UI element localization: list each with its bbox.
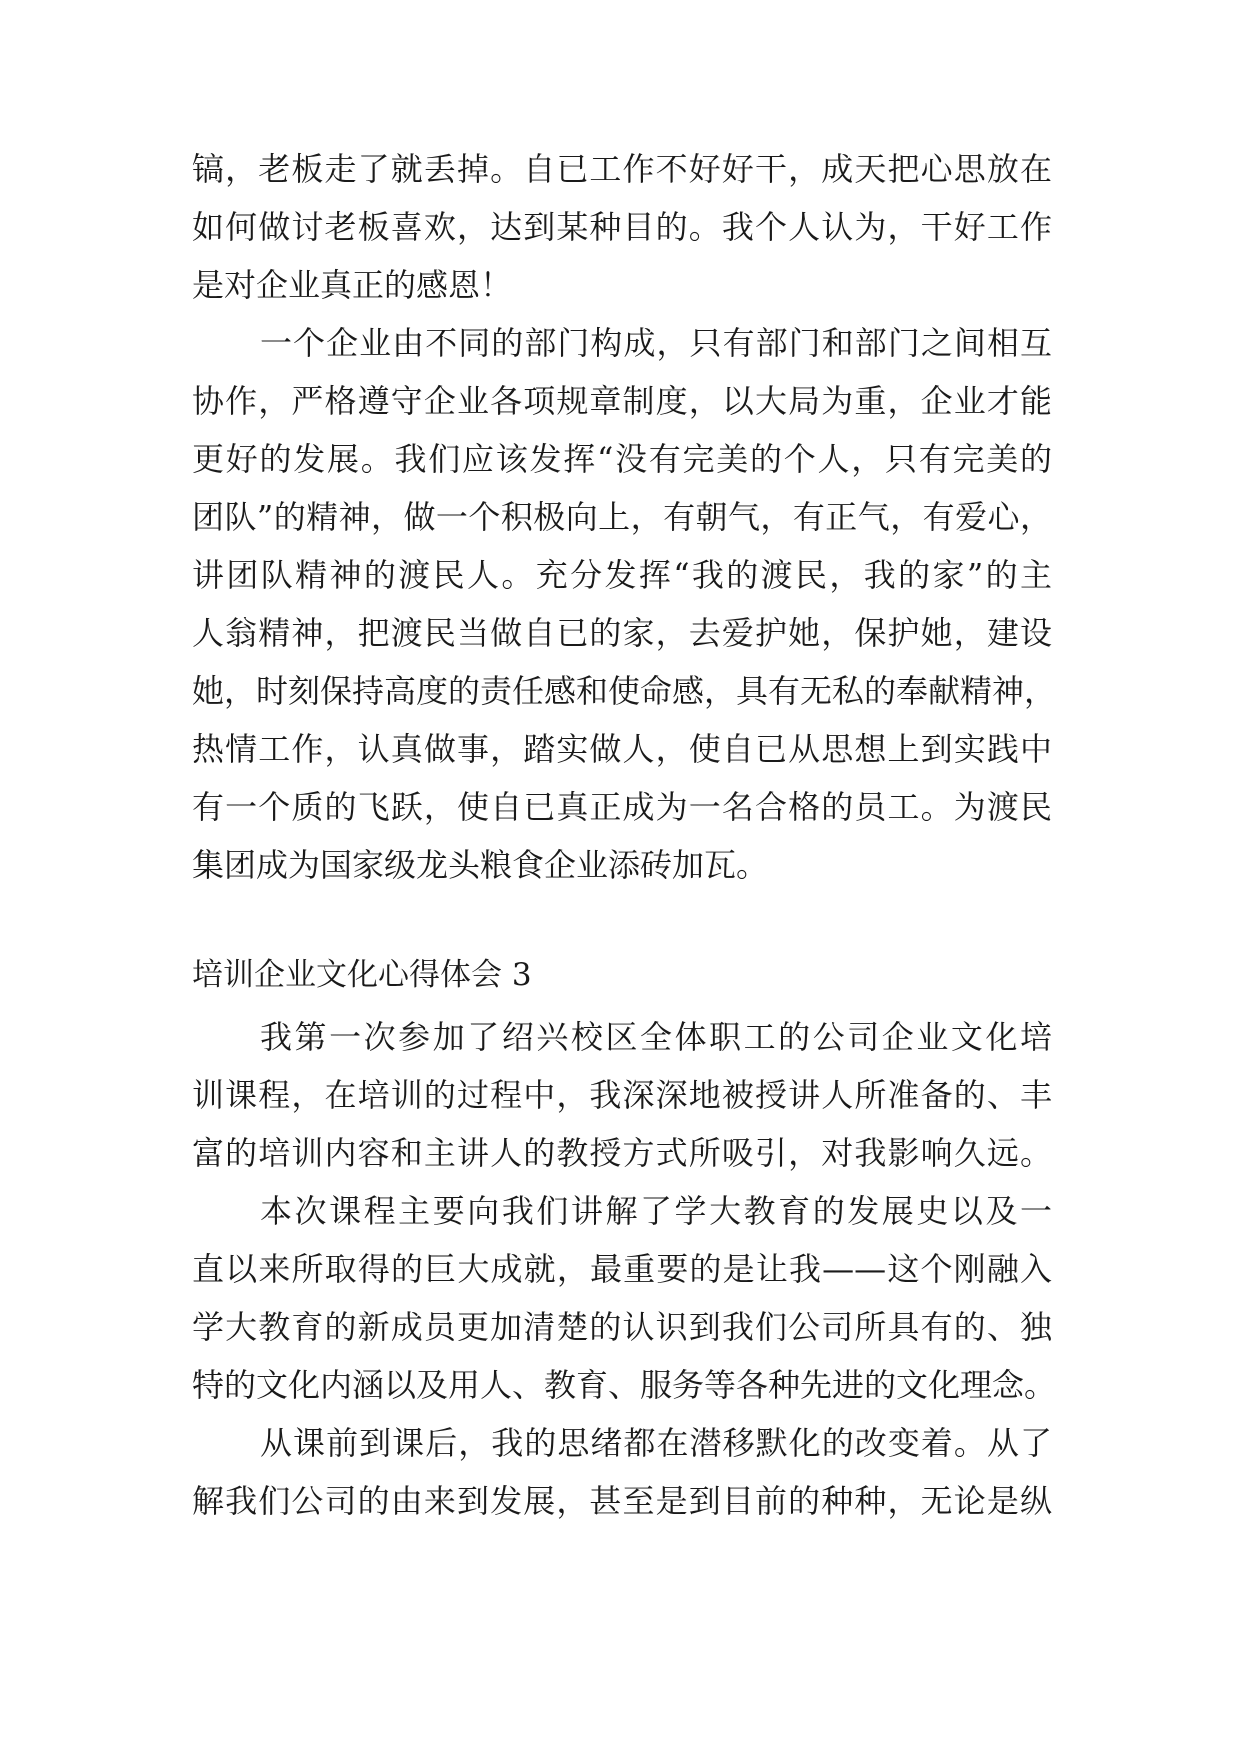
paragraph-first-course [192,1008,1052,1182]
text-line: 团队”的精神，做一个积极向上，有朝气，有正气，有爱心， [192,498,1052,536]
text-line: 直以来所取得的巨大成就，最重要的是让我——这个刚融入 [192,1250,1052,1288]
section-heading: 培训企业文化心得体会 3 [192,957,532,993]
text-line: 训课程，在培训的过程中，我深深地被授讲人所准备的、丰 [192,1076,1052,1114]
text-line: 人翁精神，把渡民当做自已的家，去爱护她，保护她，建设 [192,614,1052,652]
text-line: 本次课程主要向我们讲解了学大教育的发展史以及一 [260,1192,1052,1230]
text-line: 如何做讨老板喜欢，达到某种目的。我个人认为，干好工作 [192,208,1052,246]
paragraph-continued [192,140,1052,314]
text-line: 更好的发展。我们应该发挥“没有完美的个人，只有完美的 [192,440,1052,478]
text-line: 协作，严格遵守企业各项规章制度，以大局为重，企业才能 [192,382,1052,420]
text-line: 富的培训内容和主讲人的教授方式所吸引，对我影响久远。 [192,1134,1052,1172]
text-line: 讲团队精神的渡民人。充分发挥“我的渡民，我的家”的主 [192,556,1052,594]
text-line: 从课前到课后，我的思绪都在潜移默化的改变着。从了 [260,1424,1052,1462]
text-line: 镐，老板走了就丢掉。自已工作不好好干，成天把心思放在 [192,150,1052,188]
paragraph-change [192,1414,1052,1530]
text-line: 是对企业真正的感恩！ [192,266,513,304]
text-line: 我第一次参加了绍兴校区全体职工的公司企业文化培 [260,1018,1052,1056]
paragraph-team-spirit [192,314,1057,894]
text-line: 她，时刻保持高度的责任感和使命感，具有无私的奉献精神， [192,672,1057,710]
text-line: 学大教育的新成员更加清楚的认识到我们公司所具有的、独 [192,1308,1052,1346]
text-line: 特的文化内涵以及用人、教育、服务等各种先进的文化理念。 [192,1366,1057,1404]
paragraph-course-content [192,1182,1057,1414]
text-line: 解我们公司的由来到发展，甚至是到目前的种种，无论是纵 [192,1482,1052,1520]
text-line: 热情工作，认真做事，踏实做人，使自已从思想上到实践中 [192,730,1052,768]
text-line: 有一个质的飞跃，使自已真正成为一名合格的员工。为渡民 [192,788,1052,826]
text-line: 一个企业由不同的部门构成，只有部门和部门之间相互 [260,324,1052,362]
text-line: 集团成为国家级龙头粮食企业添砖加瓦。 [192,846,769,884]
